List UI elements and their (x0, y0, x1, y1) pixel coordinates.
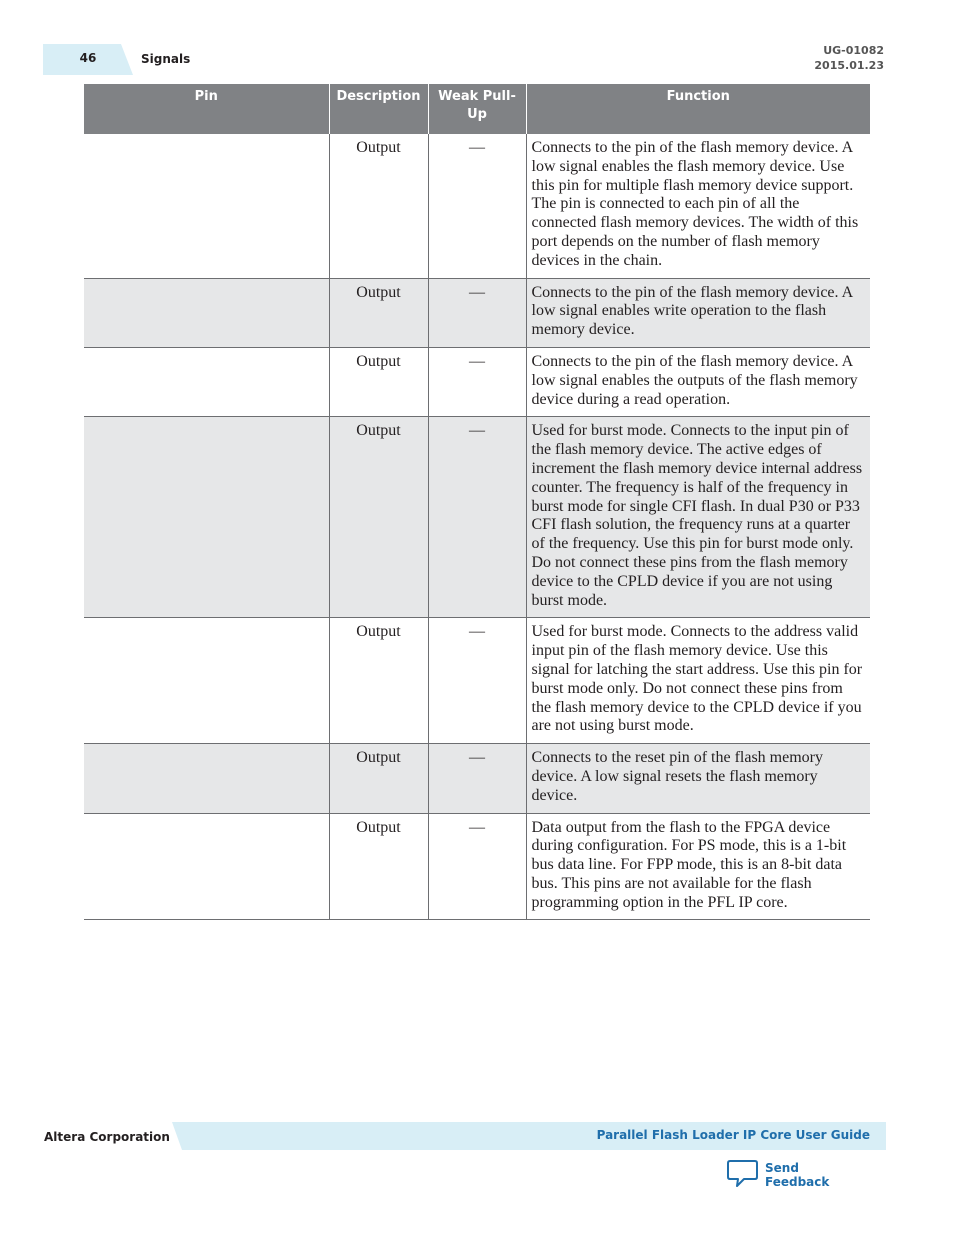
description-cell: Output (329, 813, 428, 920)
pin-cell (84, 134, 329, 278)
pin-cell (84, 813, 329, 920)
weak-pull-up-cell: — (428, 134, 526, 278)
document-date: 2015.01.23 (814, 59, 884, 72)
description-cell: Output (329, 618, 428, 744)
company-name: Altera Corporation (44, 1130, 170, 1144)
pin-cell (84, 278, 329, 347)
column-header-weak-pull-up: Weak Pull-Up (428, 84, 526, 134)
weak-pull-up-cell: — (428, 347, 526, 416)
function-cell: Used for burst mode. Connects to the input pin of the flash memory device. The active edges of increment the flash memory device internal address counter. The frequency is half of the frequency in burst mode for single CFI flash. In dual P30 or P33 CFI flash solution, the frequency runs at a quarter of the frequency. Use this pin for burst mode only. Do not connect these pins from the flash memory device to the CPLD device if you are not using burst mode. (526, 417, 870, 618)
section-title: Signals (141, 52, 191, 66)
weak-pull-up-cell: — (428, 813, 526, 920)
function-cell: Connects to the reset pin of the flash memory device. A low signal resets the flash memory device. (526, 744, 870, 813)
description-cell: Output (329, 347, 428, 416)
signals-table (84, 84, 870, 920)
description-cell: Output (329, 278, 428, 347)
footer-guide-band (172, 1122, 886, 1150)
description-cell: Output (329, 417, 428, 618)
pin-cell (84, 347, 329, 416)
column-header-description: Description (329, 84, 428, 134)
column-header-function: Function (526, 84, 870, 134)
pin-cell (84, 417, 329, 618)
column-header-pin: Pin (84, 84, 329, 134)
speech-bubble-icon (727, 1158, 759, 1188)
table-row (84, 278, 870, 347)
function-cell: Connects to the pin of the flash memory device. A low signal enables the flash memory device. Use this pin for multiple flash memory device support. The pin is connected to each pin of all the connected flash memory devices. The width of this port depends on the number of flash memory devices in the chain. (526, 134, 870, 278)
function-cell: Connects to the pin of the flash memory device. A low signal enables write operation to the flash memory device. (526, 278, 870, 347)
function-cell: Used for burst mode. Connects to the address valid input pin of the flash memory device. Use this signal for latching the start address. Use this pin for burst mode only. Do not connect these pins from the flash memory device to the CPLD device if you are not using burst mode. (526, 618, 870, 744)
table-row (84, 813, 870, 920)
table-row (84, 744, 870, 813)
table-row (84, 417, 870, 618)
document-meta (814, 43, 884, 73)
weak-pull-up-cell: — (428, 278, 526, 347)
weak-pull-up-cell: — (428, 417, 526, 618)
pin-cell (84, 618, 329, 744)
guide-title-link[interactable]: Parallel Flash Loader IP Core User Guide (596, 1128, 870, 1142)
document-id: UG-01082 (823, 44, 884, 57)
weak-pull-up-cell: — (428, 744, 526, 813)
description-cell: Output (329, 134, 428, 278)
weak-pull-up-cell: — (428, 618, 526, 744)
description-cell: Output (329, 744, 428, 813)
page-number: 46 (79, 51, 97, 65)
table-row (84, 347, 870, 416)
pin-cell (84, 744, 329, 813)
table-header-row (84, 84, 870, 134)
table-row (84, 618, 870, 744)
table-row (84, 134, 870, 278)
page-number-tab (43, 44, 133, 75)
send-feedback-label: Send Feedback (765, 1161, 830, 1189)
function-cell: Data output from the flash to the FPGA device during configuration. For PS mode, this is a 1-bit bus data line. For FPP mode, this is an 8-bit data bus. This pins are not available for the flash programming option in the PFL IP core. (526, 813, 870, 920)
function-cell: Connects to the pin of the flash memory device. A low signal enables the outputs of the flash memory device during a read operation. (526, 347, 870, 416)
send-feedback-link[interactable] (727, 1158, 867, 1188)
